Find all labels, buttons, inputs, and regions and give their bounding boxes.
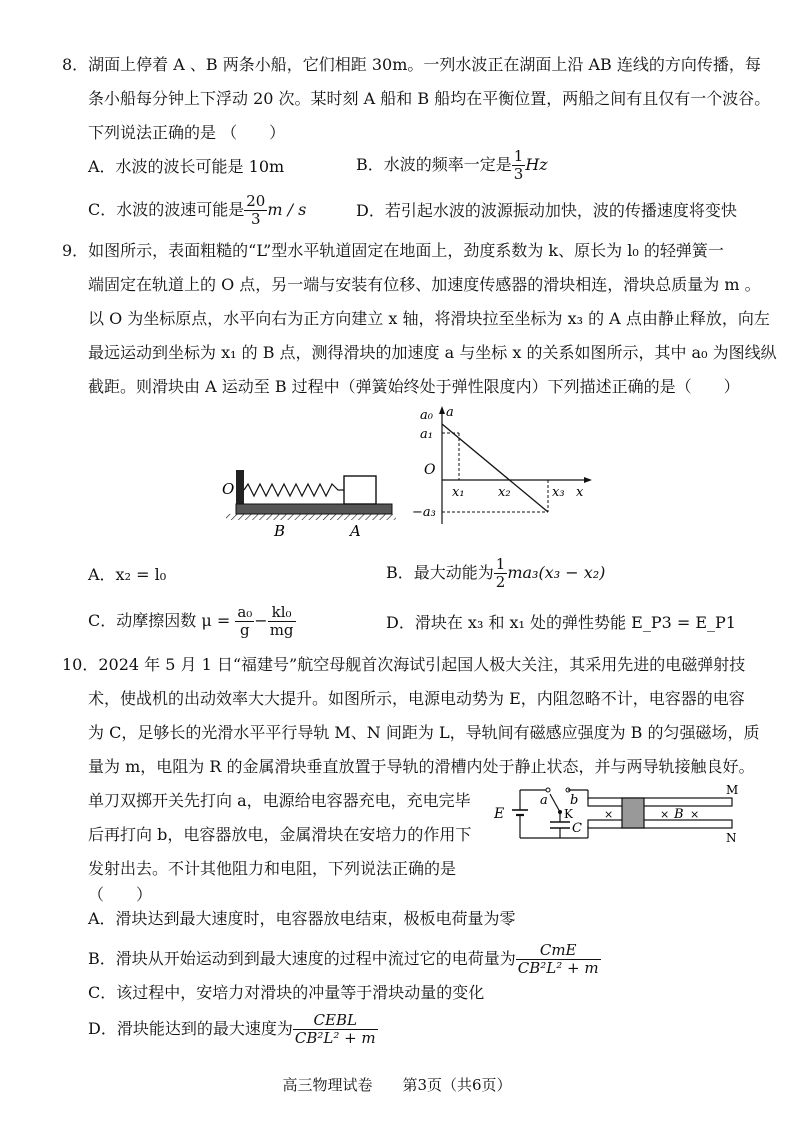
label-b: B [274,522,286,540]
q9-line5: 截距。则滑块由 A 运动至 B 过程中（弹簧始终处于弹性限度内）下列描述正确的是（ ） [88,377,740,396]
q9-line2: 端固定在轨道上的 O 点，另一端与安装有位移、加速度传感器的滑块相连，滑块总质量为 m 。 [88,275,761,294]
field-cross-3: × [690,808,700,821]
spring [244,484,344,496]
label-o: O [222,480,235,498]
ground-hatching [226,514,396,520]
field-cross-2: × [660,808,670,821]
label-x2: x₂ [498,485,511,500]
label-k: K [564,807,573,821]
label-rail-m: M [726,783,739,797]
q10-line8: （ ） [88,885,153,904]
q9-ax-graph [412,404,596,530]
q10-line7: 发射出去。不计其他阻力和电阻，下列说法正确的是 [88,859,457,878]
q8-option-b[interactable]: B．水波的频率一定是 $\frac{1}{3}$ Hz [356,147,548,183]
label-origin: O [424,462,436,478]
rail-n [588,820,732,828]
q8-option-a[interactable]: A．水波的波长可能是 10m [88,157,285,176]
q10-option-b-text: B．滑块从开始运动到到最大速度的过程中流过它的电荷量为 [88,949,516,968]
q8-option-c-text: C．水波的波速可能是 [88,200,245,219]
q9-option-c[interactable]: C．动摩擦因数 μ = $\frac{\text{a₀}}{g}$ − $\frac{\text{kl₀}}{mg}$ [88,603,294,639]
q8-option-b-text: B．水波的频率一定是 [356,155,512,174]
q10-line4: 量为 m，电阻为 R 的金属滑块垂直放置于导轨的滑槽内处于静止状态，并与两导轨接触良好。 [88,757,755,776]
q8-option-c-fraction: $\frac{20}{3}$ [246,192,266,228]
q10-line5: 单刀双掷开关先打向 a，电源给电容器充电，充电完毕 [88,791,471,810]
q9-option-b[interactable]: B．最大动能为 $\frac{1}{2}$ ma₃(x₃ − x₂) [386,555,606,591]
q9-option-b-fraction: $\frac{1}{2}$ [495,555,506,591]
q10-option-d-fraction: $\frac{\text{CEBL}}{\text{CB²L² + m}}$ [294,1011,376,1047]
q10-circuit-figure [488,780,750,850]
rail-m [588,798,732,806]
q10-option-d[interactable] [88,1012,378,1047]
metal-slider [622,798,644,828]
label-field-b: B [674,807,684,822]
q10-option-c[interactable]: C．该过程中，安培力对滑块的冲量等于滑块动量的变化 [88,983,485,1002]
q8-option-d[interactable]: D．若引起水波的波源振动加快，波的传播速度将变快 [356,201,737,220]
q8-option-b-fraction: $\frac{1}{3}$ [513,147,524,183]
q8-line3: 下列说法正确的是 （ ） [88,123,286,142]
track-base [236,504,392,514]
q9-line1: 9．如图所示，表面粗糙的“L”型水平轨道固定在地面上，劲度系数为 k、原长为 l₀ 的轻弹簧一 [62,241,724,260]
label-b-contact: b [570,793,579,808]
q10-line3: 为 C，足够长的光滑水平平行导轨 M、N 间距为 L，导轨间有磁感应强度为 B 的匀强磁场，质 [88,723,760,742]
q10-line6: 后再打向 b，电容器放电，金属滑块在安培力的作用下 [88,825,472,844]
q9-option-a[interactable]: A．x₂ = l₀ [88,565,167,584]
x-axis-arrow-icon [584,477,592,483]
label-emf: E [494,806,505,822]
label-rail-n: N [726,831,737,845]
label-a1: a₁ [420,427,433,442]
label-neg-a3: −a₃ [412,505,436,520]
q8-option-c[interactable]: C．水波的波速可能是 $\frac{20}{3}$ m / s [88,192,307,228]
q8-line2: 条小船每分钟上下浮动 20 次。某时刻 A 船和 B 船均在平衡位置，两船之间有且仅有一个波谷。 [88,89,771,108]
a-axis-arrow-icon [439,406,445,414]
label-a0: a₀ [420,408,433,423]
q9-track-figure [218,462,400,542]
label-a: A [350,522,361,540]
switch-blade [550,794,560,812]
q9-line3: 以 O 为坐标原点，水平向右为正方向建立 x 轴，将滑块拉至坐标为 x₃ 的 A 点由静止释放，向左 [88,309,770,328]
q10-line1: 10．2024 年 5 月 1 日“福建号”航空母舰首次海试引起国人极大关注，其采用先进的电磁弹射技 [62,655,746,674]
q9-line4: 最远运动到坐标为 x₁ 的 B 点，测得滑块的加速度 a 与坐标 x 的关系如图所示，其中 a₀ 为图线纵 [88,343,777,362]
q10-option-a[interactable]: A．滑块达到最大速度时，电容器放电结束，极板电荷量为零 [88,909,516,928]
label-a-contact: a [540,793,548,808]
q9-option-d[interactable]: D．滑块在 x₃ 和 x₁ 处的弹性势能 E_P3 = E_P1 [386,613,736,632]
field-cross-1: × [604,808,614,821]
q9-option-c-fraction1: $\frac{\text{a₀}}{g}$ [237,603,253,639]
q10-option-b-fraction: $\frac{\text{CmE}}{\text{CB²L² + m}}$ [517,941,599,977]
q9-option-b-text: B．最大动能为 [386,563,494,582]
q10-option-d-text: D．滑块能达到的最大速度为 [88,1019,293,1038]
slider-block [344,476,376,504]
q9-option-c-text: C．动摩擦因数 μ = [88,611,231,630]
page-footer: 高三物理试卷 第3页（共6页） [282,1076,512,1094]
label-x3: x₃ [552,485,565,500]
label-x-axis: x [576,485,584,500]
q9-option-c-fraction2: $\frac{\text{kl₀}}{mg}$ [269,603,294,639]
label-a-axis: a [446,405,454,420]
label-x1: x₁ [452,485,465,500]
q10-line2: 术，使战机的出动效率大大提升。如图所示，电源电动势为 E，内阻忽略不计，电容器的电容 [88,689,745,708]
label-capacitor: C [572,821,582,836]
q8-line1: 8．湖面上停着 A 、B 两条小船，它们相距 30m。一列水波正在湖面上沿 AB 连线的方向传播，每 [62,55,761,74]
q10-option-b[interactable] [88,942,601,977]
